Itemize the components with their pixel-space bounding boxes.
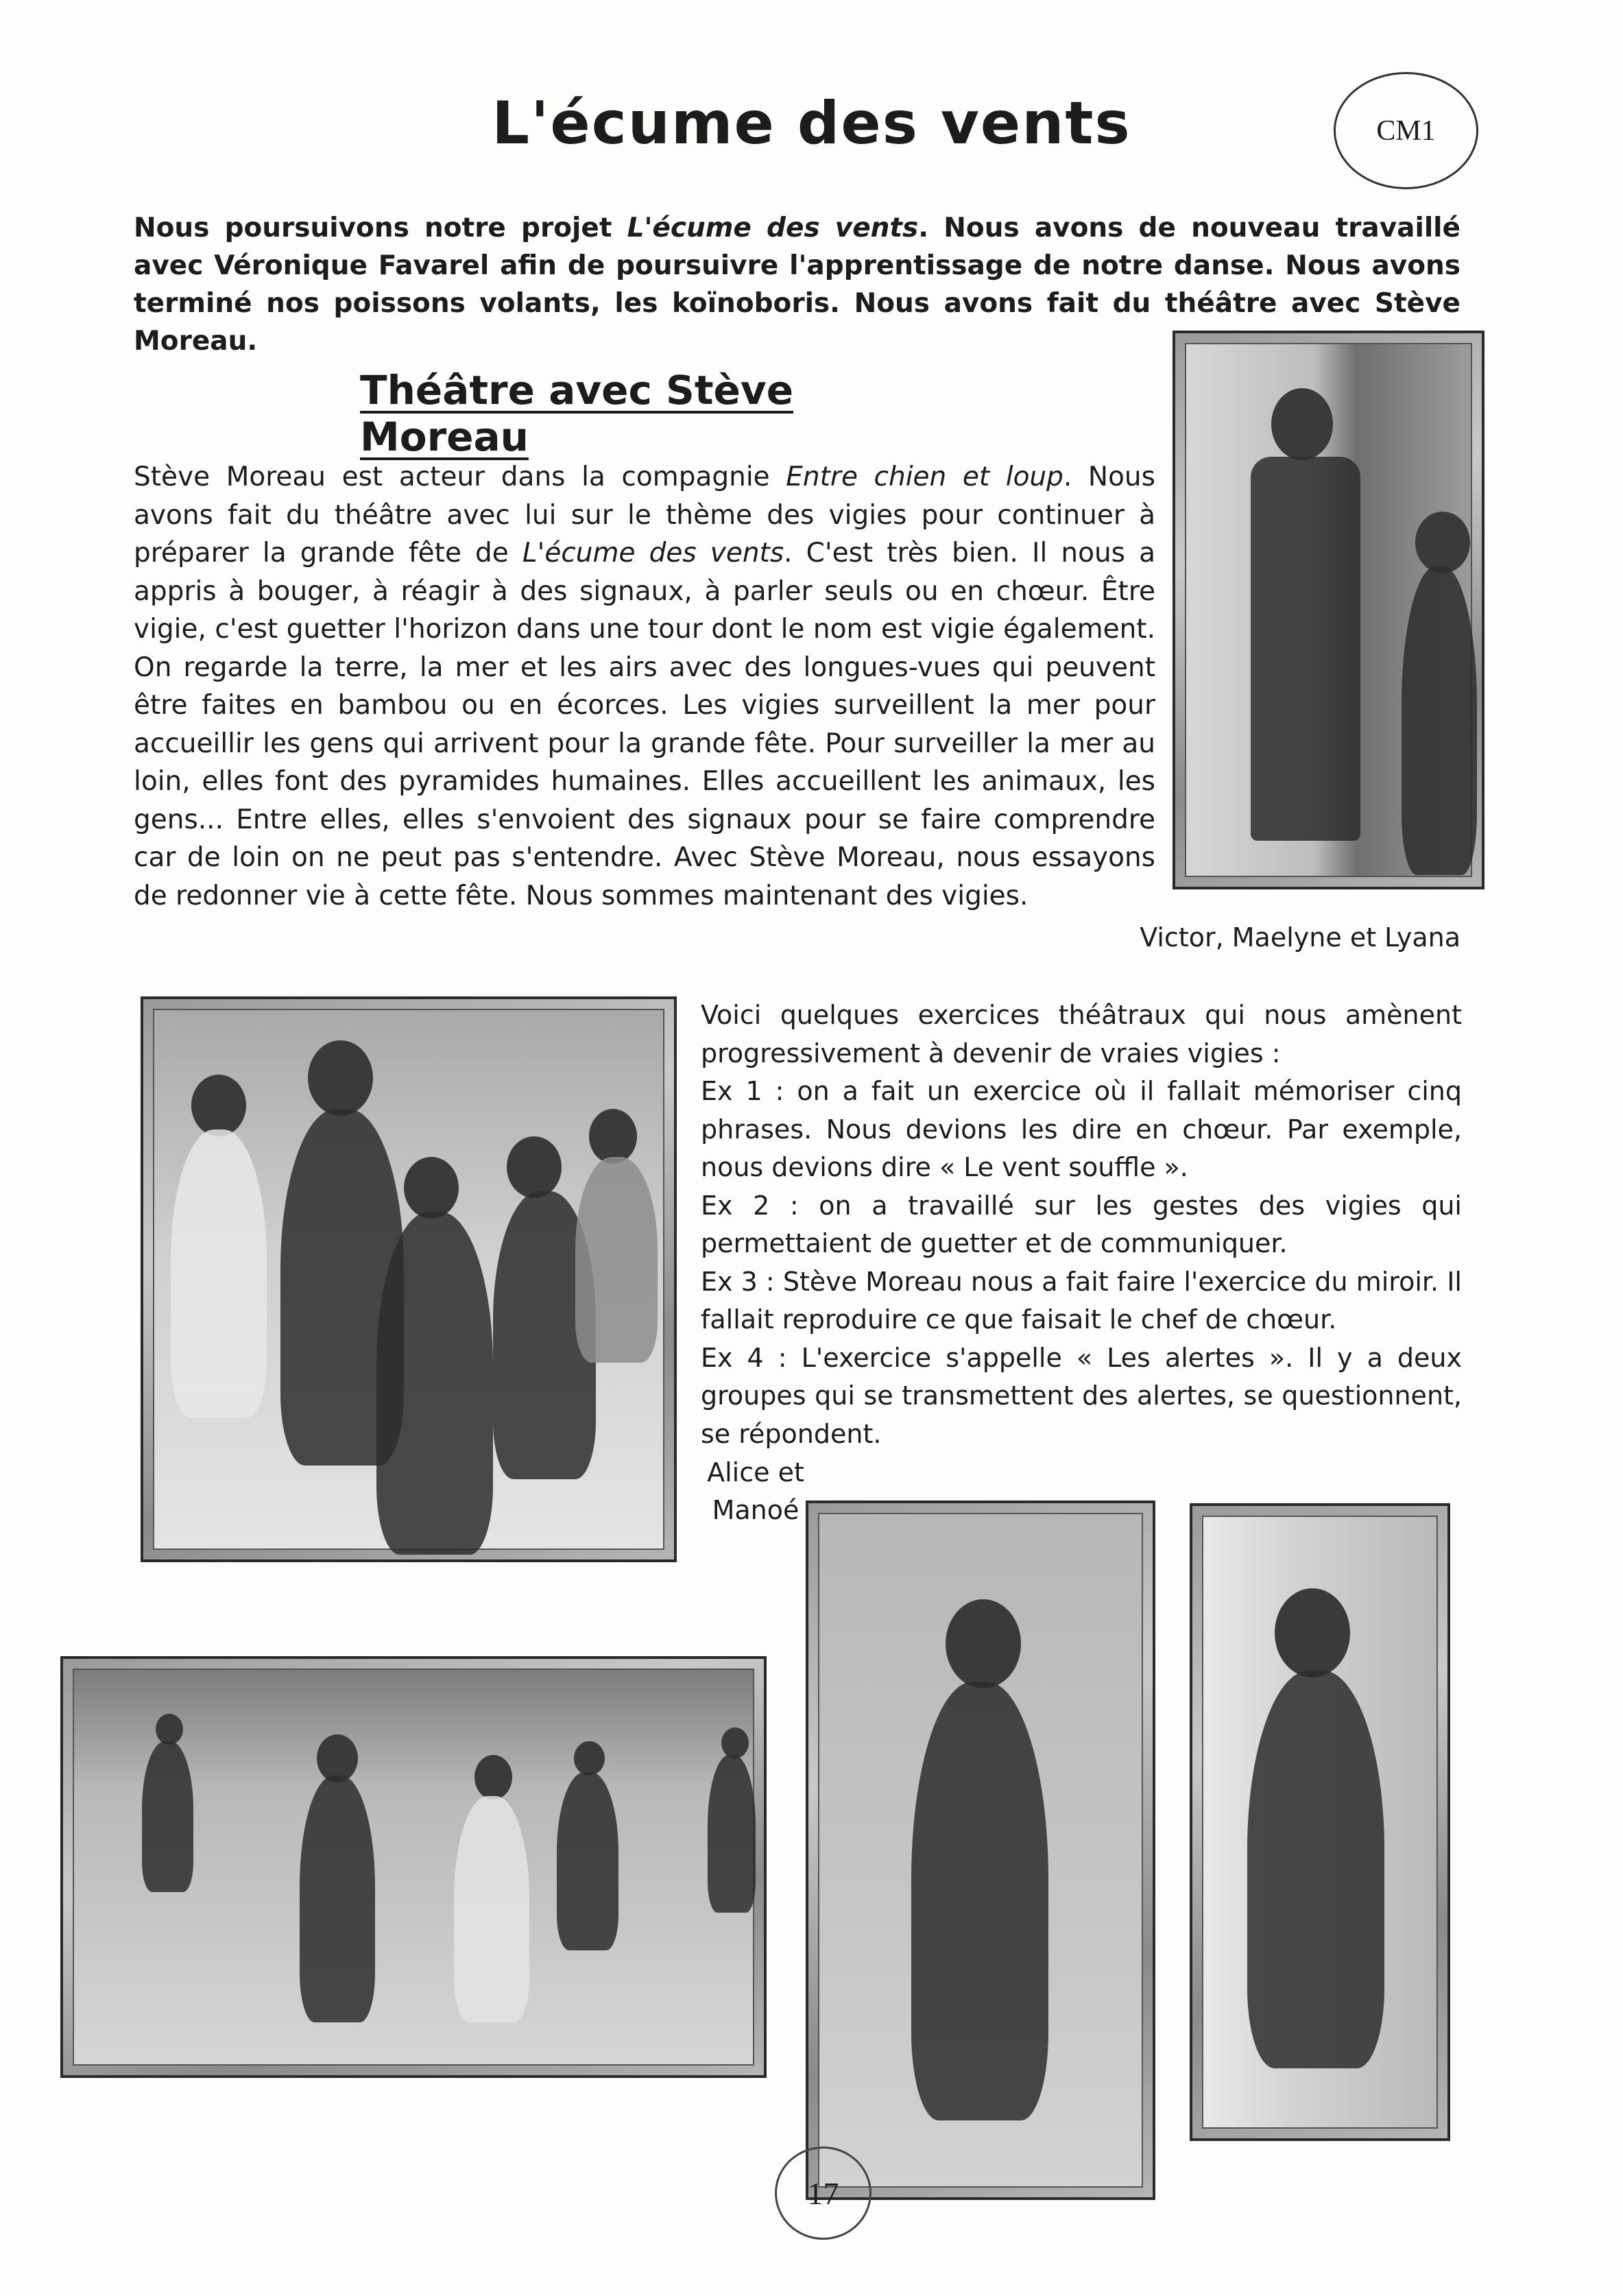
project-name-italic: L'écume des vents bbox=[522, 538, 784, 569]
section-heading: Théâtre avec Stève Moreau bbox=[360, 367, 794, 460]
section-paragraph: Stève Moreau est acteur dans la compagnie Entre chien et loup. Nous avons fait du théâtre avec lui sur le thème des vigies pour continuer à préparer la grande fête de L'écume des vents. C'est très bien. Il nous a appris à bouger, à réagir à des signaux, à parler seuls ou en chœur. Être vigie, c'est guetter l'horizon dans une tour dont le nom est vigie également. On regarde la terre, la mer et les airs avec des longues-vues qui peuvent être faites en bambou ou en écorces. Les vigies surveillent la mer pour accueillir les gens qui arrivent pour la grande fête. Pour surveiller la mer au loin, elles font des pyramides humaines. Elles accueillent les animaux, les gens... Entre elles, elles s'envoient des signaux pour se faire comprendre car de loin on ne peut pas s'entendre. Avec Stève Moreau, nous essayons de redonner vie à cette fête. Nous sommes maintenant des vigies. bbox=[134, 462, 1155, 911]
photo-children-hall bbox=[60, 1656, 767, 2078]
photo-boy-crouching bbox=[1190, 1503, 1450, 2141]
exercises-authors: Alice et Manoé bbox=[707, 1457, 804, 1525]
photo-boy-gesture bbox=[806, 1500, 1155, 2200]
exercise-3: Ex 3 : Stève Moreau nous a fait faire l'exercice du miroir. Il fallait reproduire ce que faisait le chef de chœur. bbox=[701, 1266, 1462, 1335]
exercise-4: Ex 4 : L'exercice s'appelle « Les alertes ». Il y a deux groupes qui se transmettent des alertes, se questionnent, se répondent. bbox=[701, 1342, 1462, 1449]
page-number: 17 bbox=[775, 2146, 871, 2240]
exercise-2: Ex 2 : on a travaillé sur les gestes des vigies qui permettaient de guetter et de communiquer. bbox=[701, 1190, 1462, 1258]
page-title: L'écume des vents bbox=[492, 89, 1131, 158]
class-badge: CM1 bbox=[1334, 72, 1478, 189]
intro-paragraph: Nous poursuivons notre projet L'écume des vents. Nous avons de nouveau travaillé avec Véronique Favarel afin de poursuivre l'apprentissage de notre danse. Nous avons terminé nos poissons volants, les koïnoboris. Nous avons fait du théâtre avec Stève Moreau. bbox=[134, 213, 1461, 357]
exercises-intro: Voici quelques exercices théâtraux qui nous amènent progressivement à devenir de vraies vigies : bbox=[701, 1000, 1462, 1068]
exercises-text bbox=[701, 996, 1462, 1453]
company-name: Entre chien et loup bbox=[786, 462, 1063, 492]
exercise-1: Ex 1 : on a fait un exercice où il fallait mémoriser cinq phrases. Nous devions les dire en chœur. Par exemple, nous devions dire « Le vent souffle ». bbox=[701, 1076, 1462, 1182]
photo-actor bbox=[1173, 331, 1484, 889]
photo-group-exercise bbox=[141, 996, 677, 1562]
project-name: L'écume des vents bbox=[627, 213, 919, 243]
authors-signature: Victor, Maelyne et Lyana bbox=[1140, 922, 1460, 953]
